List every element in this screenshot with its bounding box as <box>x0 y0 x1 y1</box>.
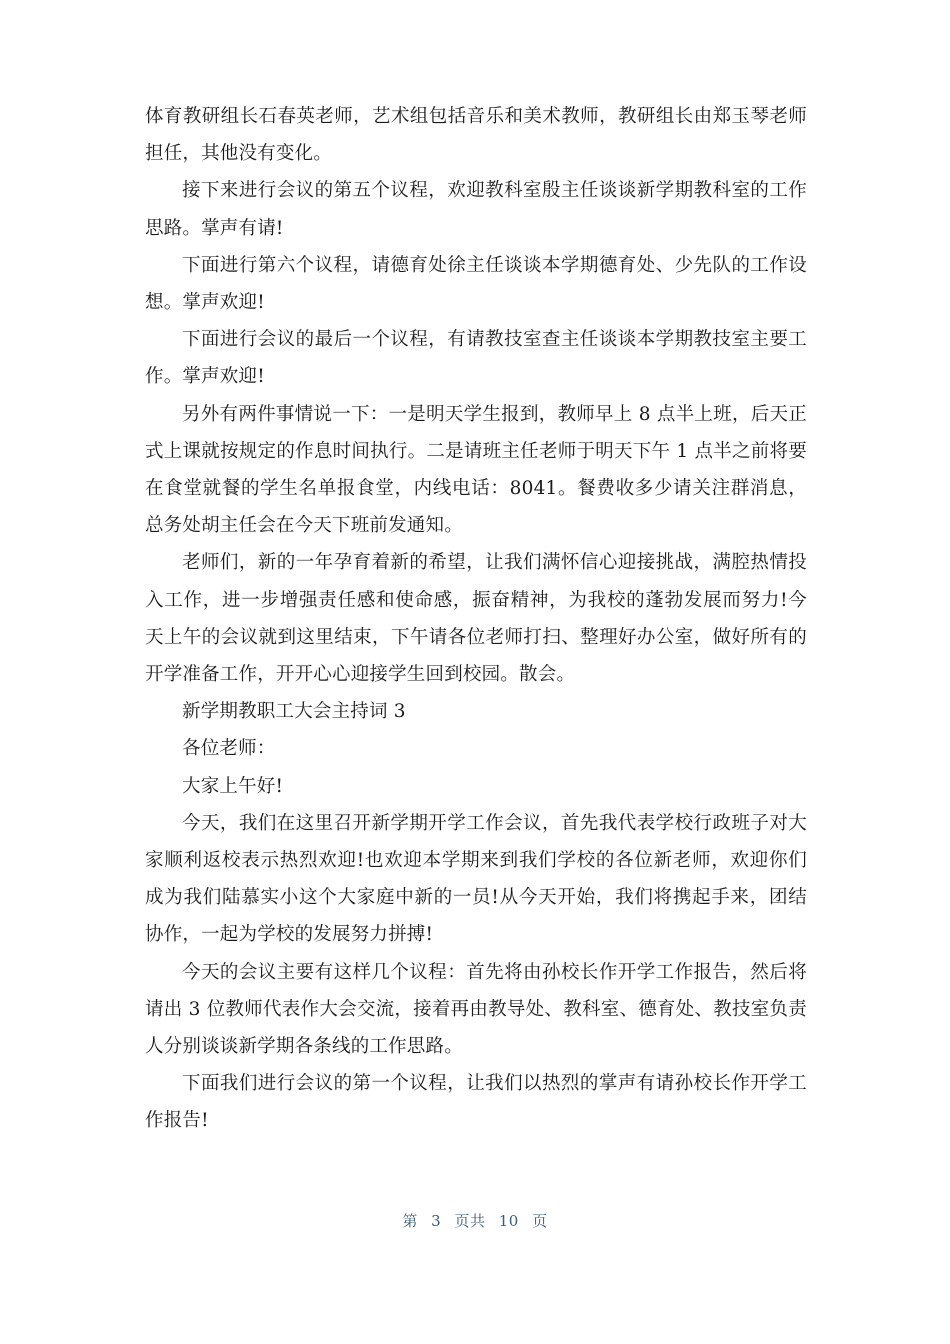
salutation: 各位老师： <box>182 738 276 760</box>
paragraph: 今天的会议主要有这样几个议程：首先将由孙校长作开学工作报告，然后将请出 3 位教师代表作大会交流，接着再由教导处、教科室、德育处、教技室负责人分别谈谈新学期各条线的工作思路。 <box>145 961 807 1058</box>
paragraph: 下面进行会议的最后一个议程，有请教技室查主任谈谈本学期教技室主要工作。掌声欢迎! <box>145 329 807 388</box>
paragraph: 今天，我们在这里召开新学期开学工作会议，首先我代表学校行政班子对大家顺利返校表示热烈欢迎!也欢迎本学期来到我们学校的各位新老师，欢迎你们成为我们陆慕实小这个大家庭中新的一员!从今天开始，我们将携起手来，团结协作，一起为学校的发展努力拼搏! <box>145 812 807 946</box>
total-page-count: 10 <box>498 1212 519 1230</box>
page-number-footer <box>0 1210 950 1231</box>
paragraph: 下面进行第六个议程，请德育处徐主任谈谈本学期德育处、少先队的工作设想。掌声欢迎! <box>145 254 807 314</box>
paragraph: 接下来进行会议的第五个议程，欢迎教科室殷主任谈谈新学期教科室的工作思路。掌声有请! <box>145 180 807 239</box>
paragraph: 下面我们进行会议的第一个议程，让我们以热烈的掌声有请孙校长作开学工作报告! <box>145 1073 807 1132</box>
greeting: 大家上午好! <box>182 775 284 797</box>
footer-middle: 页共 <box>454 1212 486 1230</box>
section-title: 新学期教职工大会主持词 3 <box>182 701 406 723</box>
footer-suffix: 页 <box>532 1212 548 1230</box>
paragraph: 老师们，新的一年孕育着新的希望，让我们满怀信心迎接挑战，满腔热情投入工作，进一步增强责任感和使命感，振奋精神，为我校的蓬勃发展而努力!今天上午的会议就到这里结束，下午请各位老师打扫、整理好办公室，做好所有的开学准备工作，开开心心迎接学生回到校园。散会。 <box>145 552 807 686</box>
paragraph: 体育教研组长石春英老师，艺术组包括音乐和美术教师，教研组长由郑玉琴老师担任，其他没有变化。 <box>145 106 807 165</box>
current-page-number: 3 <box>431 1212 442 1230</box>
paragraph: 另外有两件事情说一下：一是明天学生报到，教师早上 8 点半上班，后天正式上课就按规定的作息时间执行。二是请班主任老师于明天下午 1 点半之前将要在食堂就餐的学生名单报食堂，内线电话：8041。餐费收多少请关注群消息，总务处胡主任会在今天下班前发通知。 <box>145 403 807 537</box>
document-body <box>145 98 807 1140</box>
footer-prefix: 第 <box>402 1212 418 1230</box>
